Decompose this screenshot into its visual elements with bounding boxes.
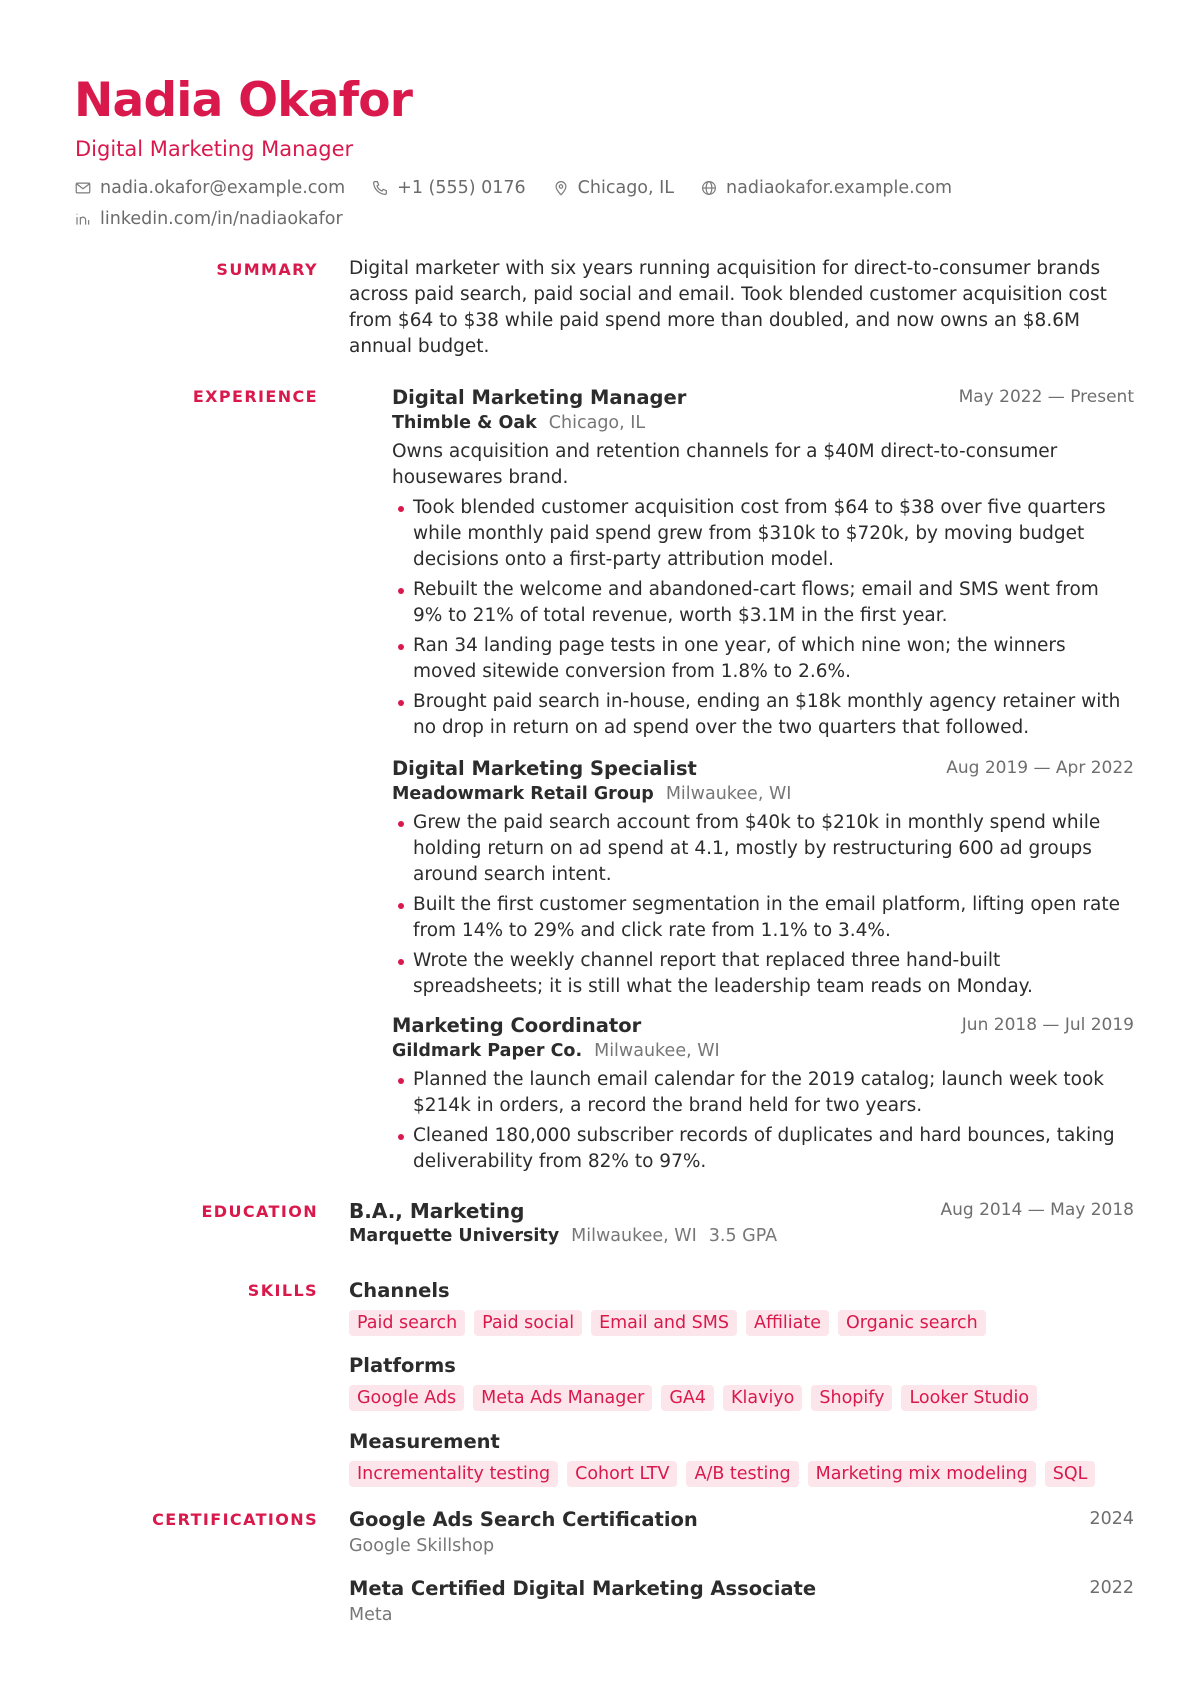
location-pin-icon: [552, 179, 570, 197]
location-text: Chicago, IL: [577, 178, 675, 198]
job-entry: [392, 756, 1134, 1004]
job-company: Thimble & Oak: [392, 413, 537, 433]
certification-year: 2024: [1089, 1509, 1134, 1529]
job-location: Milwaukee, WI: [665, 784, 792, 804]
job-bullet: Ran 34 landing page tests in one year, of which nine won; the winners moved sitewide conversion from 1.8% to 2.6%.: [392, 633, 1134, 685]
skill-tag: Affiliate: [746, 1310, 829, 1336]
certification-title: Meta Certified Digital Marketing Associate: [349, 1577, 817, 1600]
skill-tag: Marketing mix modeling: [808, 1461, 1036, 1487]
job-bullet: Built the first customer segmentation in the email platform, lifting open rate from 14% to 29% and click rate from 1.1% to 3.4%.: [392, 892, 1134, 944]
job-location: Milwaukee, WI: [594, 1041, 720, 1061]
phone-icon: [371, 179, 389, 197]
candidate-role: Digital Marketing Manager: [75, 137, 354, 161]
skill-tag: Shopify: [811, 1385, 892, 1411]
skill-tags: [349, 1461, 1149, 1487]
skill-tags: [349, 1310, 1149, 1336]
summary-text: Digital marketer with six years running acquisition for direct-to-consumer brands across paid search, paid social and email. Took blended customer acquisition cost from $64 to $38 while paid spend more than doubled, and now owns an $8.6M annual budget.: [349, 258, 1107, 357]
job-dates: Aug 2019 — Apr 2022: [946, 758, 1134, 778]
section-label-summary: SUMMARY: [216, 260, 318, 279]
skill-tag: SQL: [1045, 1461, 1096, 1487]
globe-icon: [700, 179, 718, 197]
candidate-name: Nadia Okafor: [74, 73, 413, 128]
contact-row-2: [74, 207, 369, 231]
job-title: Digital Marketing Specialist: [392, 757, 697, 780]
contact-website[interactable]: [700, 176, 952, 200]
job-bullets: [392, 495, 1134, 741]
job-bullet: Rebuilt the welcome and abandoned-cart flows; email and SMS went from 9% to 21% of total revenue, worth $3.1M in the first year.: [392, 577, 1134, 629]
skill-tag: A/B testing: [686, 1461, 798, 1487]
section-label-skills: SKILLS: [247, 1281, 318, 1300]
skill-group-title: Platforms: [349, 1354, 456, 1377]
certification-year: 2022: [1089, 1578, 1134, 1598]
skill-group-channels: [349, 1278, 1149, 1336]
website-text: nadiaokafor.example.com: [726, 178, 953, 198]
certification-entry: [349, 1576, 1134, 1628]
job-dates: May 2022 — Present: [958, 387, 1134, 407]
skill-tag: Paid social: [474, 1310, 582, 1336]
skill-tag: Klaviyo: [723, 1385, 802, 1411]
job-bullet: Cleaned 180,000 subscriber records of duplicates and hard bounces, taking deliverability from 82% to 97%.: [392, 1123, 1134, 1175]
job-bullet: Planned the launch email calendar for the 2019 catalog; launch week took $214k in orders, a record the brand held for two years.: [392, 1067, 1134, 1119]
certification-issuer: Google Skillshop: [349, 1536, 495, 1556]
job-description: Owns acquisition and retention channels for a $40M direct-to-consumer housewares brand.: [392, 441, 1058, 488]
section-label-experience: EXPERIENCE: [192, 387, 318, 406]
skill-tag: Email and SMS: [591, 1310, 737, 1336]
job-title: Marketing Coordinator: [392, 1014, 642, 1037]
skill-group-title: Measurement: [349, 1430, 500, 1453]
skill-tag: Looker Studio: [901, 1385, 1037, 1411]
skill-tag: Cohort LTV: [567, 1461, 677, 1487]
skill-group-title: Channels: [349, 1279, 450, 1302]
linkedin-text: linkedin.com/in/nadiaokafor: [100, 209, 343, 229]
skill-tag: Organic search: [838, 1310, 986, 1336]
mail-icon: [74, 179, 92, 197]
job-org-line: [392, 782, 1134, 806]
job-dates: Jun 2018 — Jul 2019: [961, 1015, 1134, 1035]
job-bullets: [392, 810, 1134, 1000]
job-bullet: Took blended customer acquisition cost from $64 to $38 over five quarters while monthly paid spend grew from $310k to $720k, by moving budget decisions onto a first-party attribution model.: [392, 495, 1134, 573]
gpa: 3.5 GPA: [708, 1226, 778, 1246]
skill-tags: [349, 1385, 1149, 1411]
skill-tag: Meta Ads Manager: [473, 1385, 652, 1411]
contact-email[interactable]: [74, 176, 345, 200]
education-org-line: [349, 1224, 1134, 1248]
education-entry: [349, 1198, 1134, 1248]
contact-phone[interactable]: [371, 176, 526, 200]
job-org-line: [392, 411, 1134, 435]
skill-group-measurement: [349, 1429, 1149, 1487]
job-bullets: [392, 1067, 1134, 1175]
job-company: Meadowmark Retail Group: [392, 784, 654, 804]
phone-text: +1 (555) 0176: [397, 178, 526, 198]
job-company: Gildmark Paper Co.: [392, 1041, 583, 1061]
contact-linkedin[interactable]: [74, 207, 343, 231]
degree: B.A., Marketing: [349, 1199, 525, 1223]
school-name: Marquette University: [349, 1226, 560, 1246]
linkedin-icon: [74, 210, 92, 228]
skill-tag: Paid search: [349, 1310, 465, 1336]
job-bullet: Wrote the weekly channel report that replaced three hand-built spreadsheets; it is still what the leadership team reads on Monday.: [392, 948, 1134, 1000]
section-label-education: EDUCATION: [201, 1202, 318, 1221]
job-entry: [392, 1013, 1134, 1179]
job-title: Digital Marketing Manager: [392, 386, 687, 409]
skill-tag: GA4: [661, 1385, 714, 1411]
skill-group-platforms: [349, 1353, 1149, 1411]
education-dates: Aug 2014 — May 2018: [940, 1200, 1134, 1220]
certification-issuer: Meta: [349, 1605, 393, 1625]
school-location: Milwaukee, WI: [571, 1226, 697, 1246]
job-bullet: Grew the paid search account from $40k to $210k in monthly spend while holding return on ad spend at 4.1, mostly by restructuring 600 ad groups around search intent.: [392, 810, 1134, 888]
section-label-certifications: CERTIFICATIONS: [152, 1510, 318, 1529]
contact-location: [552, 176, 674, 200]
contact-row: [74, 176, 978, 200]
certification-title: Google Ads Search Certification: [349, 1508, 698, 1531]
job-location: Chicago, IL: [548, 413, 646, 433]
job-org-line: [392, 1039, 1134, 1063]
job-bullet: Brought paid search in-house, ending an $18k monthly agency retainer with no drop in return on ad spend over the two quarters that followed.: [392, 689, 1134, 741]
skill-tag: Incrementality testing: [349, 1461, 558, 1487]
email-text: nadia.okafor@example.com: [100, 178, 346, 198]
certification-entry: [349, 1507, 1134, 1559]
skill-tag: Google Ads: [349, 1385, 464, 1411]
job-entry: [392, 385, 1134, 745]
